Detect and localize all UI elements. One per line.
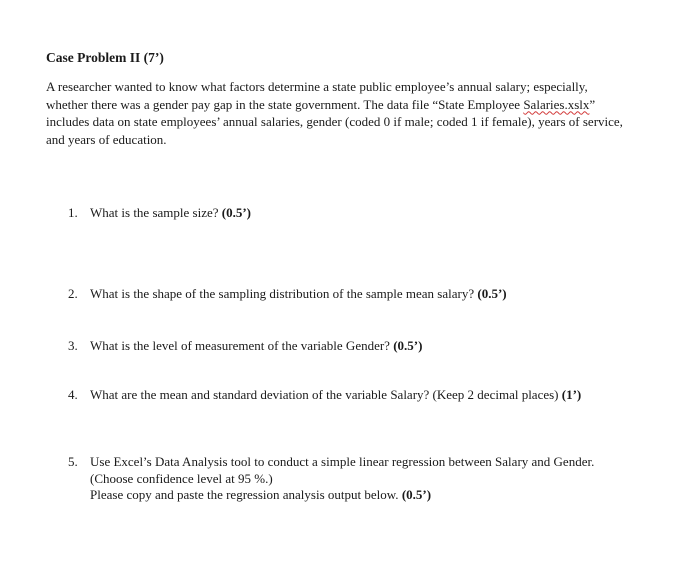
data-file-name: Salaries.xslx (523, 96, 590, 112)
question-3-body (90, 338, 628, 355)
question-1-body (90, 205, 628, 222)
question-1-text: What is the sample size? (90, 205, 219, 220)
intro-paragraph (46, 78, 646, 148)
intro-line-3: includes data on state employees’ annual salaries, gender (coded 0 if male; coded 1 if female), years of service, (46, 114, 623, 129)
question-2 (68, 286, 628, 303)
question-2-number: 2. (68, 286, 78, 301)
question-3-points: (0.5’) (393, 338, 423, 353)
intro-line-1: A researcher wanted to know what factors determine a state public employee’s annual salary; especially, (46, 79, 588, 94)
intro-line-2-end: ” (589, 96, 596, 112)
question-1-points: (0.5’) (221, 205, 252, 220)
question-5-line-3-text: Please copy and paste the regression analysis output below. (90, 487, 399, 502)
question-5-points: (0.5’) (401, 487, 432, 502)
question-5-line-3 (90, 487, 628, 504)
case-problem-title: Case Problem II (7’) (46, 50, 164, 65)
question-3-number: 3. (68, 338, 78, 353)
question-4-text: What are the mean and standard deviation of the variable Salary? (Keep 2 decimal places) (90, 387, 559, 402)
question-1 (68, 205, 628, 222)
question-5 (68, 454, 628, 504)
intro-line-2 (46, 96, 646, 114)
question-3-text: What is the level of measurement of the variable Gender? (90, 338, 390, 353)
question-2-points: (0.5’) (477, 286, 507, 301)
question-5-line-2: (Choose confidence level at 95 %.) (90, 470, 273, 486)
intro-line-4: and years of education. (46, 131, 167, 147)
question-1-number: 1. (68, 205, 78, 220)
question-4-number: 4. (68, 387, 78, 402)
intro-line-2-start: whether there was a gender pay gap in the state government. The data file “State Employee (46, 96, 524, 112)
question-5-body (90, 454, 628, 504)
question-5-line-1: Use Excel’s Data Analysis tool to conduct a simple linear regression between Salary and Gender. (90, 454, 595, 469)
question-2-text: What is the shape of the sampling distribution of the sample mean salary? (90, 286, 475, 301)
question-4-body (90, 387, 628, 404)
question-2-body (90, 286, 628, 303)
question-5-number: 5. (68, 454, 78, 469)
question-3 (68, 338, 628, 355)
question-4 (68, 387, 628, 404)
question-4-points: (1’) (561, 387, 582, 402)
